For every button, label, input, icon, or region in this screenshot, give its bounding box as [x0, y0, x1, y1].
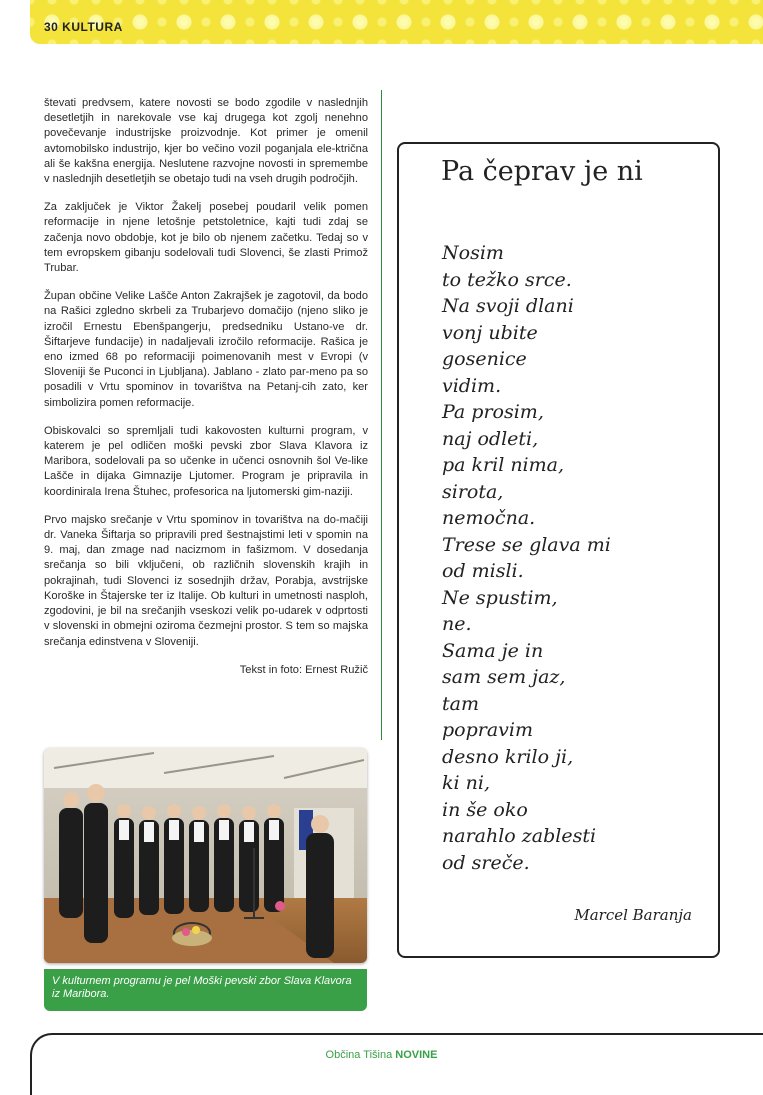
footer-paper-name: NOVINE: [395, 1049, 438, 1061]
choir-photo: [44, 748, 367, 963]
poem-line: ne.: [442, 613, 472, 635]
article-paragraph: Obiskovalci so spremljali tudi kakovosten kulturni program, v katerem je pel odličen moški pevski zbor Slava Klavora iz Maribora, sodelovali pa so učenke in učenci osnovnih šol Ve-like Lašče in dijaka Gimnazije Ljutomer. Program je pripravila in koordinirala Irena Štuhec, profesorica na ljutomerski gim-naziji.: [44, 424, 368, 498]
choir-photo-illustration: [44, 748, 367, 963]
article-paragraph: Za zaključek je Viktor Žakelj posebej poudaril velik pomen reformacije in njene letošnje petstoletnice, kajti tudi zdaj se začenja novo obdobje, kot je bilo ob njenem začetku. Tedaj so v tem evropskem gibanju sodelovali tudi Slovenci, še zlasti Primož Trubar.: [44, 201, 368, 275]
poem-line: sirota,: [442, 480, 504, 503]
poem-title: Pa čeprav je ni: [441, 156, 643, 187]
poem-line: Sama je in: [442, 639, 544, 662]
article-paragraph: Prvo majsko srečanje v Vrtu spominov in tovarištva na do-mačiji dr. Vaneka Šiftarja so pripravili pred šestnajstimi leti v spomin na 9. maj, dan zmage nad nacizmom in fašizmom. V dosedanja srečanja so bili vključeni, ob različnih slovenskih krajih in pokrajinah, tudi Slovenci iz sosednjih držav, Porabja, avstrijske Koroške in Štajerske ter iz Italije. Ob kulturi in umetnosti nasploh, zgodovini, je bil na srečanjih vseskozi velik po-udarek v odprtosti v slovenski in obmejni oziroma čezmejni prostor. S tem so majska srečanja edinstvena v Sloveniji.: [44, 513, 368, 648]
poem-line: tam: [442, 692, 479, 715]
section-label: 30 KULTURA: [44, 20, 123, 34]
poem-lines: [442, 240, 611, 876]
poem-line: naj odleti,: [442, 427, 539, 450]
poem-line: Na svoji dlani: [442, 295, 574, 317]
poem-line: to težko srce.: [442, 268, 572, 291]
article-paragraph: Župan občine Velike Lašče Anton Zakrajšek je zagotovil, da bodo na Rašici zgledno skrbeli za Trubarjevo domačijo (njeno sliko je izročil Ernestu Ebenšpangerju, predsedniku Ustano-ve dr. Šiftarjeve fundacije) in nadaljevali izročilo reformacije. Rašica je eno izmed 68 po reformaciji poimenovanih mest v Evropi (v Sloveniji še Puconci in Ljubljana). Jablano - zlato par-meno pa so posadili v Vrtu spominov in tovarištva na Petanj-cih zato, ker simbolizira pomen reformacije.: [44, 290, 368, 409]
poem-line: narahlo zablesti: [442, 825, 597, 847]
photo-credit: Tekst in foto: Ernest Ružič: [239, 663, 368, 676]
column-divider: [381, 90, 382, 740]
poem-line: od misli.: [442, 560, 524, 582]
poem-author: Marcel Baranja: [574, 906, 692, 924]
poem-line: Ne spustim,: [442, 586, 558, 609]
poem-line: Trese se glava mi: [442, 533, 611, 556]
photo-caption: V kulturnem programu je pel Moški pevski zbor Slava Klavora iz Maribora.: [44, 969, 367, 1011]
header-band: [30, 0, 763, 44]
poem-line: ki ni,: [442, 772, 490, 794]
poem-line: Nosim: [442, 242, 504, 264]
poem-line: gosenice: [442, 348, 527, 370]
poem-line: desno krilo ji,: [442, 745, 574, 768]
poem-line: nemočna.: [442, 507, 536, 529]
poem-line: Pa prosim,: [442, 401, 544, 423]
footer: [0, 1049, 763, 1061]
footer-frame: [30, 1033, 763, 1095]
poem-line: in še oko: [442, 798, 528, 821]
poem-line: popravim: [442, 719, 534, 741]
article-text: [44, 96, 368, 678]
poem-line: vonj ubite: [442, 321, 538, 344]
poem-line: od sreče.: [442, 851, 530, 874]
article-paragraph: števati predvsem, katere novosti se bodo zgodile v naslednjih desetletjih in narekovale vse kaj drugega kot zgolj nenehno povečevanje industrijske proizvodnje. Kot primer je omenil avtomobilsko industrijo, kjer bo večino vozil poganjala ele-ktrična ali še kakšna energija. Neslutene razvojne novosti in spremembe v naslednjih desetletjih se obetajo tudi na vseh drugih področjih.: [44, 97, 368, 186]
poem-box: [397, 142, 720, 958]
poem-line: pa kril nima,: [442, 454, 565, 476]
poem-line: sam sem jaz,: [442, 666, 566, 688]
footer-town: Občina Tišina: [325, 1049, 393, 1061]
poem-line: vidim.: [442, 374, 502, 397]
